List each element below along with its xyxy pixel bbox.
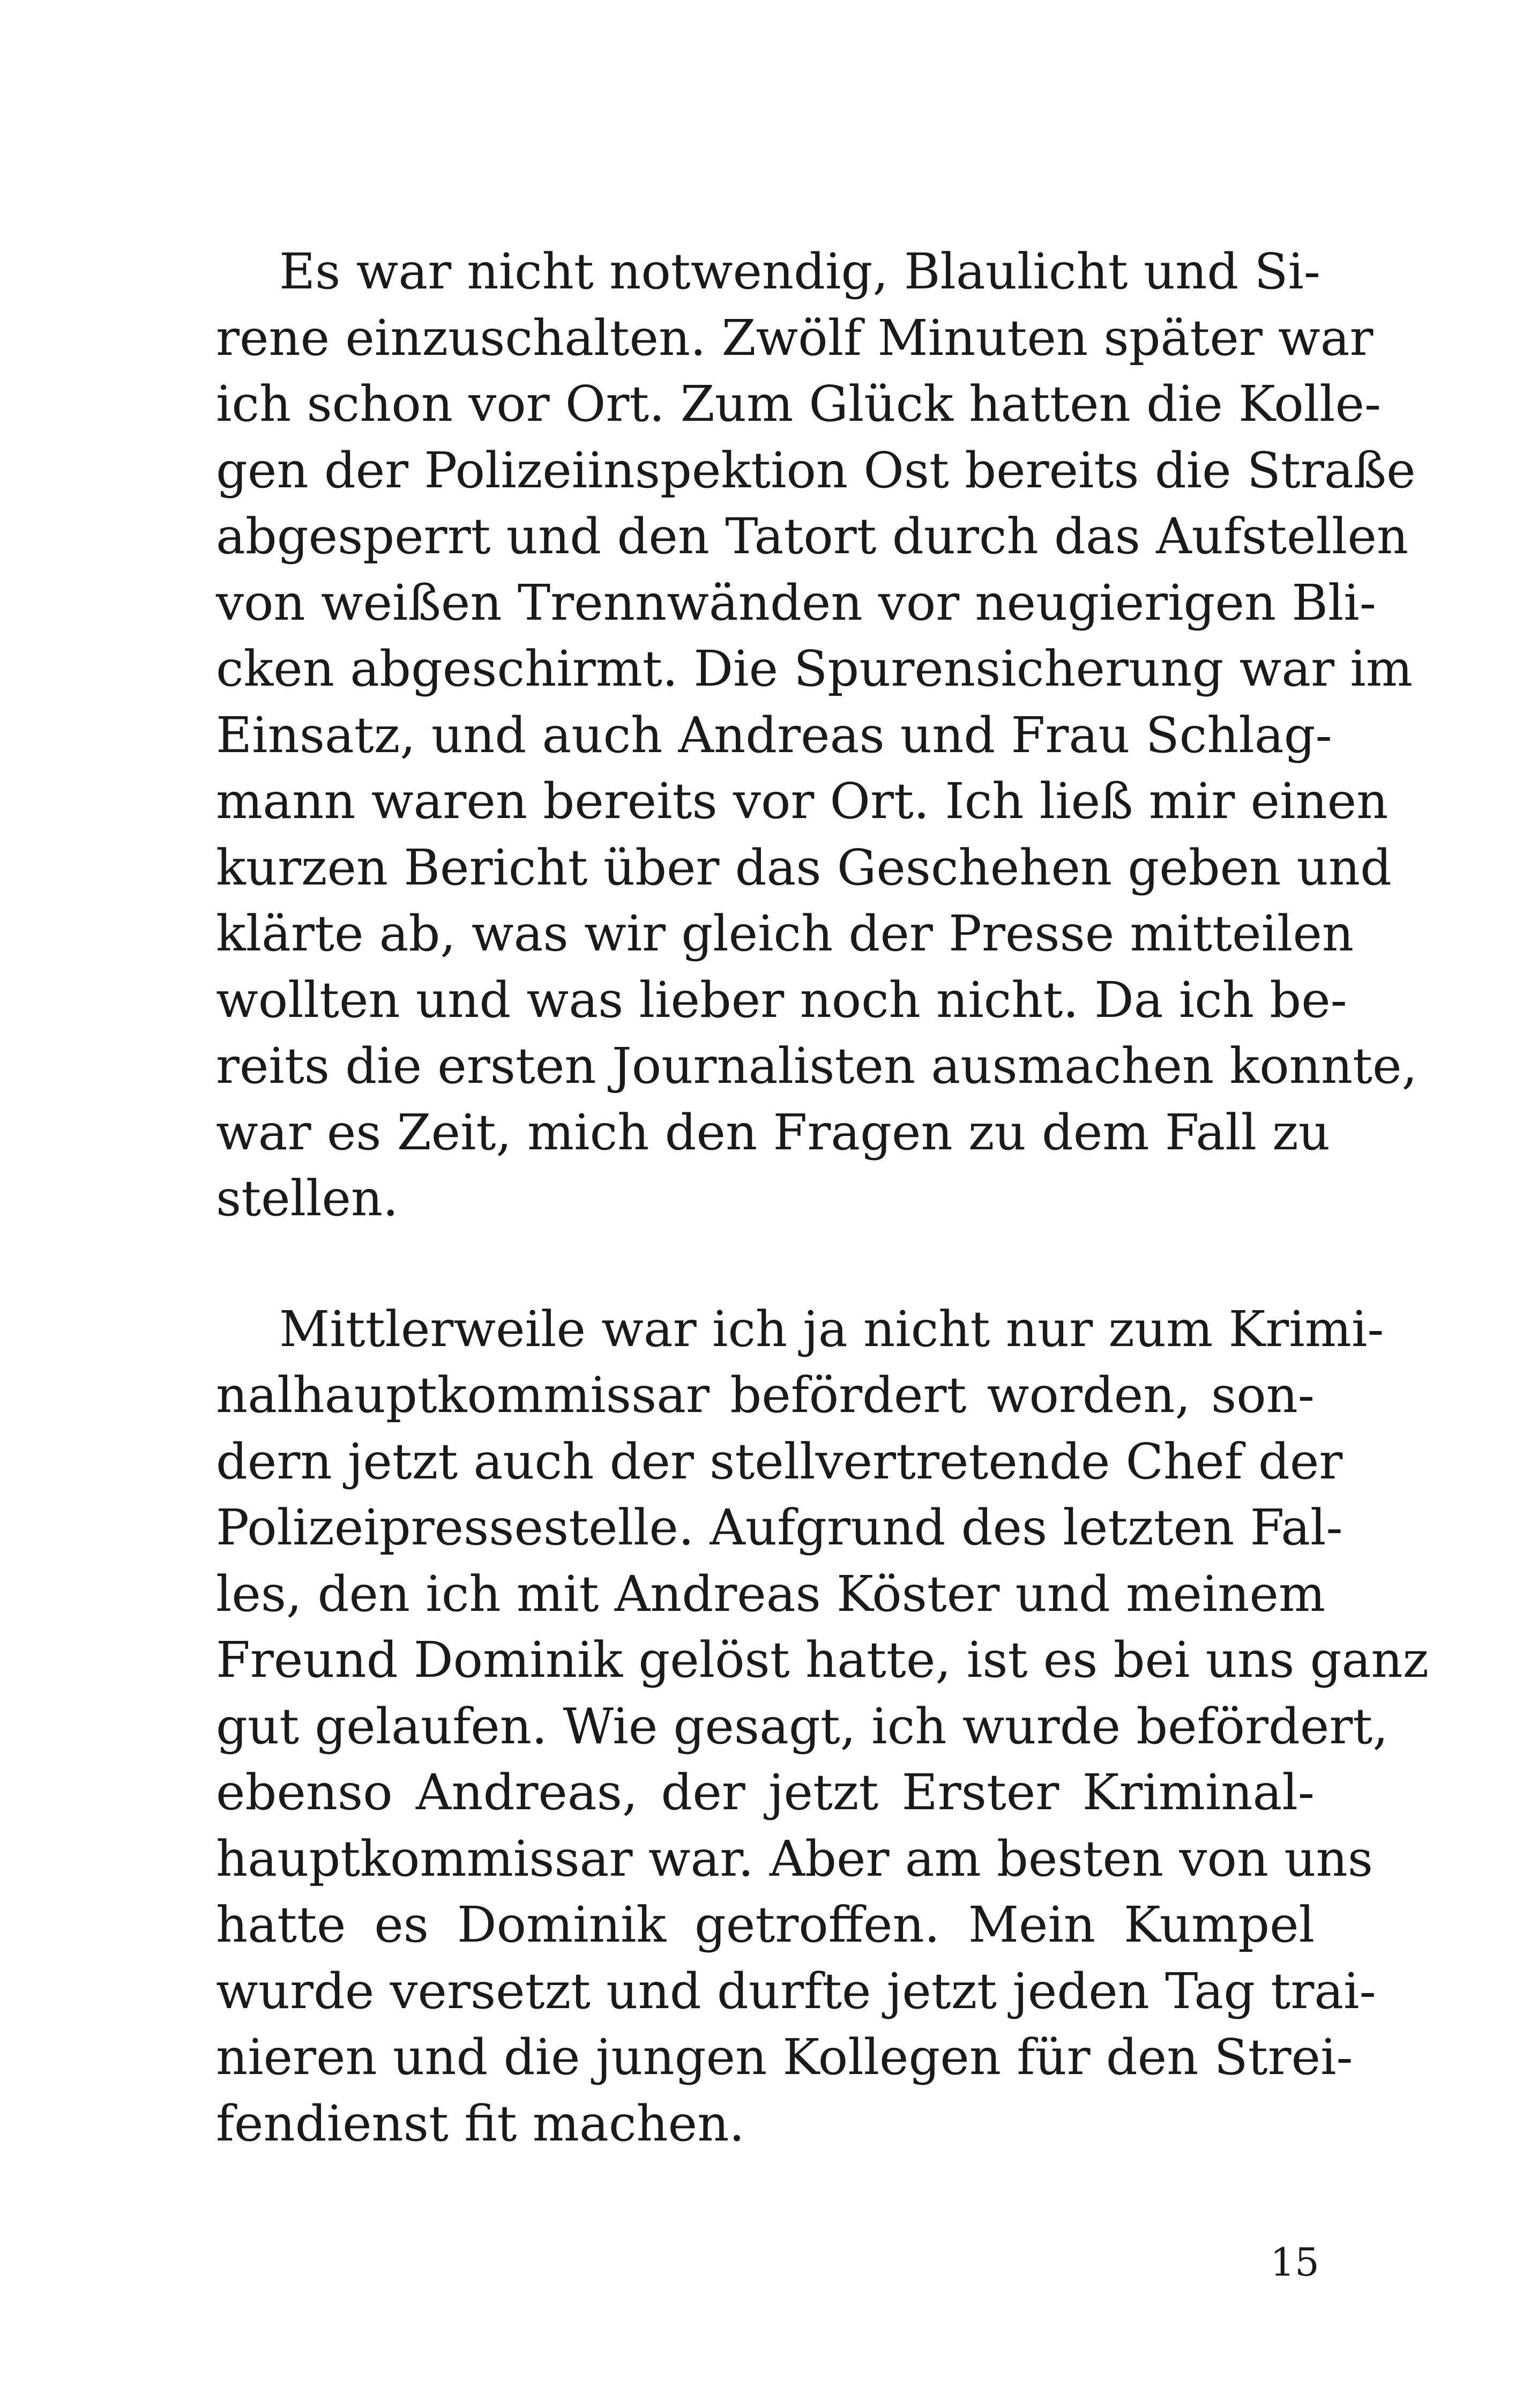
text-line: hauptkommissar war. Aber am besten von uns [216,1830,1373,1887]
text-line: ich schon vor Ort. Zum Glück hatten die Kolle- [216,375,1382,433]
text-line: Mittlerweile war ich ja nicht nur zum Krimi- [279,1300,1384,1358]
text-line: reits die ersten Journalisten ausmachen konnte, [216,1037,1417,1095]
text-line: klärte ab, was wir gleich der Presse mitteilen [216,905,1354,962]
paragraph-spacer [216,1232,1315,1296]
text-line: kurzen Bericht über das Geschehen geben und [216,838,1392,896]
text-line: dern jetzt auch der stellvertretende Chef der [216,1432,1343,1490]
text-line: rene einzuschalten. Zwölf Minuten später war [216,309,1373,367]
paragraph-1 [216,239,1417,1232]
text-line: gut gelaufen. Wie gesagt, ich wurde befördert, [216,1697,1388,1755]
text-line: cken abgeschirmt. Die Spurensicherung war im [216,640,1413,697]
text-line: Es war nicht notwendig, Blaulicht und Si- [279,243,1321,300]
text-line: abgesperrt und den Tatort durch das Aufstellen [216,508,1409,565]
text-line: ebenso Andreas, der jetzt Erster Kriminal- [216,1764,1315,1821]
text-line: nalhauptkommissar befördert worden, son- [216,1366,1315,1424]
text-line: gen der Polizeiinspektion Ost bereits die Straße [216,441,1416,499]
page-number: 15 [1270,2240,1319,2285]
paragraph-2 [216,1296,1429,2157]
text-line: wollten und was lieber noch nicht. Da ich be- [216,971,1347,1029]
text-line: war es Zeit, mich den Fragen zu dem Fall zu [216,1103,1331,1161]
text-line: fendienst fit machen. [216,2094,745,2152]
text-line: Polizeipressestelle. Aufgrund des letzten Fal- [216,1499,1343,1556]
text-line: Freund Dominik gelöst hatte, ist es bei uns ganz [216,1631,1429,1689]
text-line: les, den ich mit Andreas Köster und meinem [216,1565,1326,1623]
text-line: Einsatz, und auch Andreas und Frau Schlag- [216,706,1332,764]
text-line: mann waren bereits vor Ort. Ich ließ mir einen [216,772,1388,830]
body-text [216,239,1429,2157]
text-line: hatte es Dominik getroffen. Mein Kumpel [216,1896,1315,1953]
text-line: von weißen Trennwänden vor neugierigen Bli- [216,574,1376,631]
text-line: nieren und die jungen Kollegen für den Strei- [216,2028,1353,2086]
text-line: wurde versetzt und durfte jetzt jeden Tag trai- [216,1962,1376,2020]
text-line: stellen. [216,1170,399,1227]
